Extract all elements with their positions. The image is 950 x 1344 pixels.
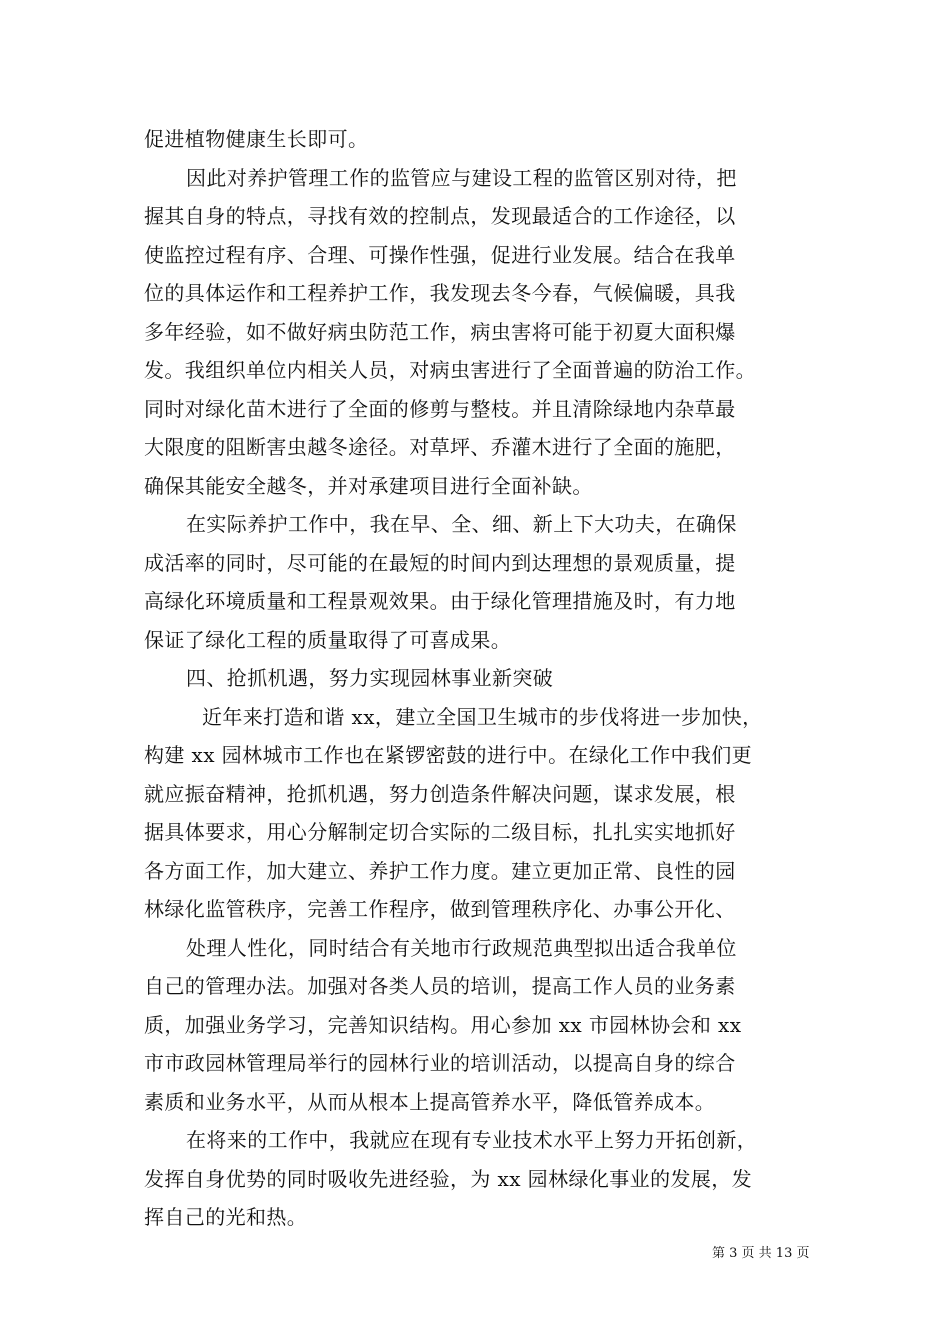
paragraph-start-line: 处理人性化，同时结合有关地市行政规范典型拟出适合我单位: [186, 935, 737, 960]
text-line: 保证了绿化工程的质量取得了可喜成果。: [144, 627, 512, 652]
text-line: 多年经验，如不做好病虫防范工作，病虫害将可能于初夏大面积爆: [144, 319, 736, 344]
text-line: 发。我组织单位内相关人员，对病虫害进行了全面普遍的防治工作。: [144, 358, 756, 382]
text-line: 成活率的同时，尽可能的在最短的时间内到达理想的景观质量，提: [144, 550, 736, 575]
text-line: 高绿化环境质量和工程景观效果。由于绿化管理措施及时，有力地: [144, 589, 736, 613]
text-line: 自己的管理办法。加强对各类人员的培训，提高工作人员的业务素: [144, 974, 736, 998]
text-line: 据具体要求，用心分解制定切合实际的二级目标，扎扎实实地抓好: [144, 820, 736, 844]
body-text: [144, 120, 808, 1237]
text-line: 挥自己的光和热。: [144, 1205, 308, 1229]
text-line: 大限度的阻断害虫越冬途径。对草坪、乔灌木进行了全面的施肥，: [144, 435, 736, 459]
paragraph-start-line: 在实际养护工作中，我在早、全、细、新上下大功夫，在确保: [186, 512, 737, 536]
text-line: 促进植物健康生长即可。: [144, 127, 369, 151]
text-line: 同时对绿化苗木进行了全面的修剪与整枝。并且清除绿地内杂草最: [144, 396, 736, 421]
paragraph-start-line: 在将来的工作中，我就应在现有专业技术水平上努力开拓创新，: [186, 1128, 758, 1152]
paragraph-start-line: 因此对养护管理工作的监管应与建设工程的监管区别对待，把: [186, 165, 737, 190]
text-line: 素质和业务水平，从而从根本上提高管养水平，降低管养成本。: [144, 1089, 716, 1114]
text-line: 市市政园林管理局举行的园林行业的培训活动，以提高自身的综合: [144, 1051, 736, 1075]
text-line: 就应振奋精神，抢抓机遇，努力创造条件解决问题，谋求发展，根: [144, 781, 736, 806]
text-line: 构建 xx 园林城市工作也在紧锣密鼓的进行中。在绿化工作中我们更: [144, 743, 753, 767]
page-number: 第 3 页 共 13 页: [712, 1246, 810, 1261]
text-line: 林绿化监管秩序，完善工作程序，做到管理秩序化、办事公开化、: [144, 897, 736, 921]
text-line: 使监控过程有序、合理、可操作性强，促进行业发展。结合在我单: [144, 242, 736, 267]
text-line: 握其自身的特点，寻找有效的控制点，发现最适合的工作途径，以: [144, 204, 736, 228]
text-line: 发挥自身优势的同时吸收先进经验，为 xx 园林绿化事业的发展，发: [144, 1166, 753, 1191]
paragraph-start-line: 近年来打造和谐 xx，建立全国卫生城市的步伐将进一步加快，: [202, 704, 763, 729]
text-line: 质，加强业务学习，完善知识结构。用心参加 xx 市园林协会和 xx: [144, 1012, 742, 1037]
section-heading: 四、抢抓机遇，努力实现园林事业新突破: [186, 666, 554, 690]
text-line: 各方面工作，加大建立、养护工作力度。建立更加正常、良性的园: [144, 858, 736, 883]
text-line: 确保其能安全越冬，并对承建项目进行全面补缺。: [144, 473, 593, 498]
text-line: 位的具体运作和工程养护工作，我发现去冬今春，气候偏暖，具我: [144, 281, 736, 305]
